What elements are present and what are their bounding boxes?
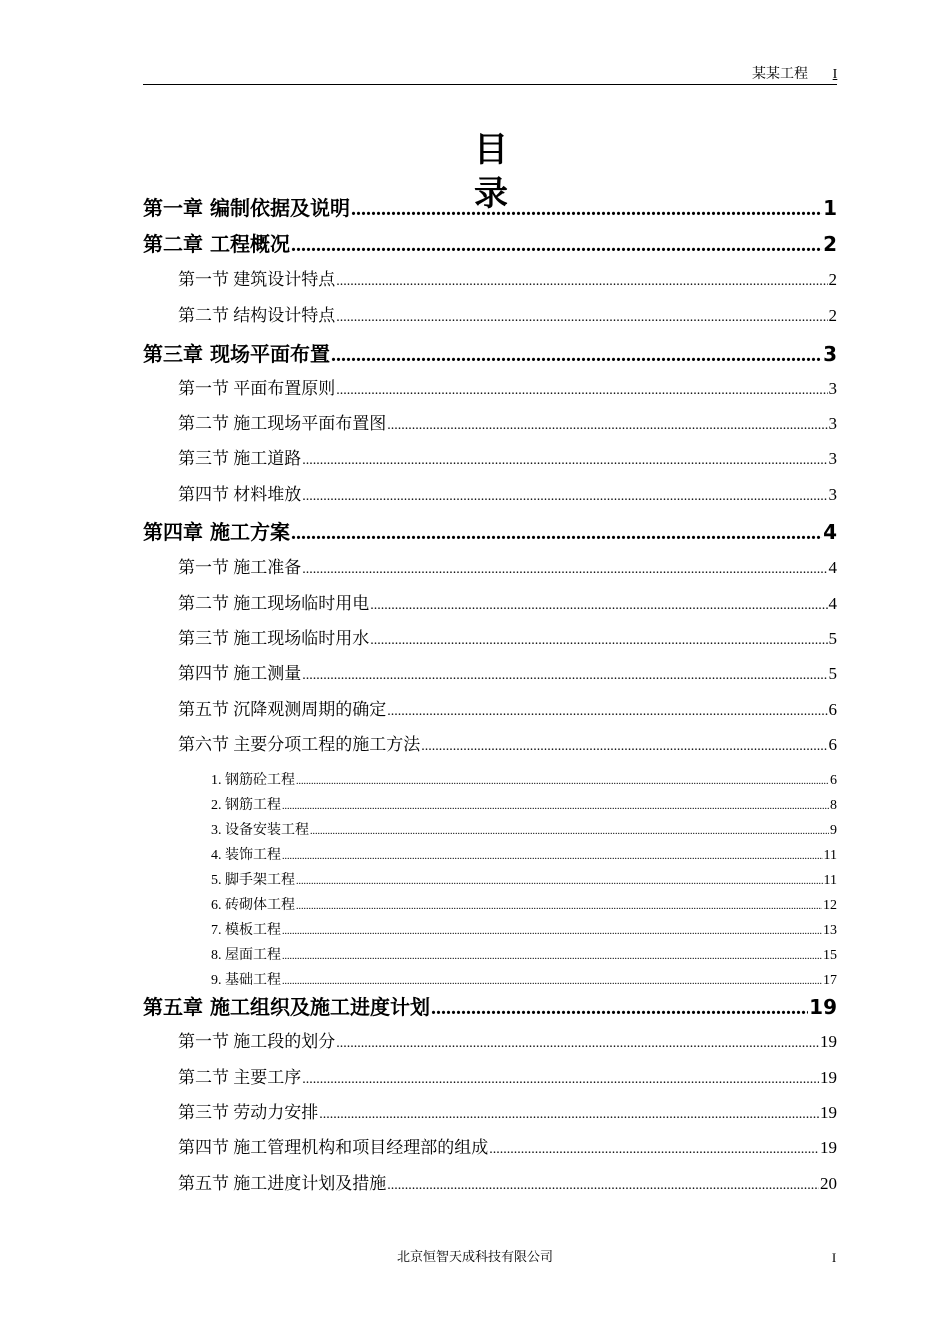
toc-entry-title: 第一节 施工段的划分 — [178, 1032, 336, 1051]
toc-entry[interactable] — [178, 484, 837, 508]
toc-entry-title: 第一节 建筑设计特点 — [178, 270, 336, 289]
toc-entry-title: 第三节 劳动力安排 — [178, 1103, 319, 1122]
toc-entry[interactable] — [178, 413, 837, 437]
toc-entry[interactable] — [211, 947, 837, 966]
toc-leader-dots — [351, 196, 822, 222]
toc-entry-title: 第一节 平面布置原则 — [178, 379, 336, 398]
toc-entry-title: 第四节 材料堆放 — [178, 485, 302, 504]
toc-entry-title: 第一节 施工准备 — [178, 558, 302, 577]
toc-entry-title: 5. 脚手架工程 — [211, 873, 295, 888]
toc-entry[interactable] — [178, 699, 837, 723]
toc-entry-title: 第二节 施工现场平面布置图 — [178, 414, 387, 433]
toc-entry[interactable] — [211, 872, 837, 891]
toc-leader-dots — [282, 948, 822, 966]
toc-leader-dots — [387, 701, 827, 723]
toc-entry[interactable] — [211, 847, 837, 866]
toc-entry-page: 6 — [828, 735, 837, 754]
toc-leader-dots — [282, 848, 823, 866]
toc-title: 目录 — [474, 130, 582, 214]
toc-entry[interactable] — [211, 922, 837, 941]
toc-leader-dots — [370, 595, 827, 617]
toc-entry-title: 第二章 工程概况 — [143, 232, 290, 256]
toc-entry-page: 3 — [828, 379, 837, 398]
toc-entry-page: 15 — [823, 948, 837, 963]
toc-entry-page: 12 — [823, 898, 837, 913]
toc-leader-dots — [431, 995, 808, 1021]
toc-entry-page: 19 — [820, 1032, 837, 1051]
toc-entry[interactable] — [143, 519, 837, 546]
toc-leader-dots — [336, 1033, 819, 1055]
toc-entry-title: 第二节 施工现场临时用电 — [178, 594, 370, 613]
toc-entry[interactable] — [178, 1067, 837, 1091]
toc-entry-page: 2 — [823, 232, 837, 256]
toc-entry-title: 第四章 施工方案 — [143, 520, 290, 544]
toc-entry-page: 4 — [823, 520, 837, 544]
toc-leader-dots — [302, 486, 827, 508]
toc-leader-dots — [336, 307, 827, 329]
toc-entry[interactable] — [178, 1031, 837, 1055]
toc-entry-page: 1 — [823, 196, 837, 220]
toc-entry-title: 6. 砖砌体工程 — [211, 898, 295, 913]
toc-entry[interactable] — [178, 269, 837, 293]
toc-entry[interactable] — [178, 593, 837, 617]
toc-entry-title: 第四节 施工测量 — [178, 664, 302, 683]
footer-company: 北京恒智天成科技有限公司 — [396, 1249, 553, 1264]
toc-entry-title: 第五章 施工组织及施工进度计划 — [143, 995, 430, 1019]
toc-entry-page: 3 — [823, 342, 837, 366]
toc-entry-title: 第六节 主要分项工程的施工方法 — [178, 735, 421, 754]
toc-entry-page: 9 — [830, 823, 837, 838]
toc-entry[interactable] — [143, 341, 837, 368]
toc-entry-page: 19 — [820, 1138, 837, 1157]
toc-entry-page: 3 — [828, 485, 837, 504]
toc-leader-dots — [302, 450, 827, 472]
toc-leader-dots — [296, 773, 829, 791]
toc-entry-title: 第一章 编制依据及说明 — [143, 196, 350, 220]
footer-page-number: I — [831, 1250, 837, 1265]
toc-entry-title: 第三节 施工道路 — [178, 449, 302, 468]
toc-leader-dots — [319, 1104, 819, 1126]
toc-entry[interactable] — [143, 994, 837, 1021]
toc-entry-page: 4 — [828, 558, 837, 577]
toc-entry-title: 第三节 施工现场临时用水 — [178, 629, 370, 648]
toc-leader-dots — [387, 1175, 819, 1197]
toc-entry-page: 8 — [830, 798, 837, 813]
toc-entry-page: 5 — [828, 664, 837, 683]
toc-entry[interactable] — [211, 797, 837, 816]
toc-entry-title: 2. 钢筋工程 — [211, 798, 281, 813]
toc-entry-title: 9. 基础工程 — [211, 973, 281, 988]
toc-leader-dots — [302, 665, 827, 687]
header-rule — [143, 84, 837, 85]
header-page-number: I — [832, 67, 838, 82]
toc-entry[interactable] — [211, 972, 837, 991]
toc-entry-page: 5 — [828, 629, 837, 648]
toc-entry[interactable] — [143, 231, 837, 258]
toc-entry[interactable] — [211, 822, 837, 841]
toc-entry[interactable] — [178, 378, 837, 402]
toc-entry-title: 第五节 施工进度计划及措施 — [178, 1174, 387, 1193]
toc-entry[interactable] — [211, 772, 837, 791]
toc-leader-dots — [296, 873, 823, 891]
toc-leader-dots — [296, 898, 822, 916]
toc-entry-title: 7. 模板工程 — [211, 923, 281, 938]
toc-entry-title: 3. 设备安装工程 — [211, 823, 309, 838]
toc-entry-page: 19 — [820, 1068, 837, 1087]
toc-entry[interactable] — [211, 897, 837, 916]
toc-leader-dots — [282, 798, 829, 816]
toc-leader-dots — [489, 1139, 819, 1161]
toc-leader-dots — [336, 271, 827, 293]
toc-entry-page: 19 — [809, 995, 837, 1019]
toc-leader-dots — [370, 630, 827, 652]
toc-entry-page: 3 — [828, 449, 837, 468]
toc-entry[interactable] — [178, 448, 837, 472]
toc-entry-page: 4 — [828, 594, 837, 613]
toc-entry[interactable] — [178, 663, 837, 687]
toc-entry-page: 3 — [828, 414, 837, 433]
toc-entry-title: 第四节 施工管理机构和项目经理部的组成 — [178, 1138, 489, 1157]
toc-entry-page: 17 — [823, 973, 837, 988]
toc-entry[interactable] — [178, 557, 837, 581]
toc-entry-page: 6 — [830, 773, 837, 788]
toc-entry-page: 19 — [820, 1103, 837, 1122]
toc-entry-page: 11 — [823, 848, 837, 863]
toc-entry-page: 6 — [828, 700, 837, 719]
toc-leader-dots — [310, 823, 829, 841]
toc-leader-dots — [336, 380, 827, 402]
toc-entry[interactable] — [143, 195, 837, 222]
toc-entry[interactable] — [178, 1173, 837, 1197]
toc-entry-title: 第二节 主要工序 — [178, 1068, 302, 1087]
toc-entry[interactable] — [178, 734, 837, 758]
toc-leader-dots — [282, 973, 822, 991]
toc-entry[interactable] — [178, 1137, 837, 1161]
toc-entry-title: 1. 钢筋砼工程 — [211, 773, 295, 788]
toc-leader-dots — [331, 342, 822, 368]
toc-entry-page: 2 — [828, 270, 837, 289]
toc-entry[interactable] — [178, 305, 837, 329]
toc-leader-dots — [302, 559, 827, 581]
toc-entry[interactable] — [178, 628, 837, 652]
header-project-name: 某某工程 — [752, 67, 808, 82]
toc-leader-dots — [302, 1069, 819, 1091]
toc-entry-title: 第三章 现场平面布置 — [143, 342, 330, 366]
toc-entry-page: 13 — [823, 923, 837, 938]
toc-entry-page: 20 — [820, 1174, 837, 1193]
toc-leader-dots — [282, 923, 822, 941]
toc-leader-dots — [291, 520, 822, 546]
toc-entry-page: 11 — [823, 873, 837, 888]
toc-entry-title: 第二节 结构设计特点 — [178, 306, 336, 325]
toc-leader-dots — [387, 415, 827, 437]
toc-leader-dots — [291, 232, 822, 258]
toc-entry-title: 8. 屋面工程 — [211, 948, 281, 963]
toc-entry-title: 4. 装饰工程 — [211, 848, 281, 863]
toc-leader-dots — [421, 736, 827, 758]
toc-entry[interactable] — [178, 1102, 837, 1126]
toc-entry-title: 第五节 沉降观测周期的确定 — [178, 700, 387, 719]
toc-entry-page: 2 — [828, 306, 837, 325]
